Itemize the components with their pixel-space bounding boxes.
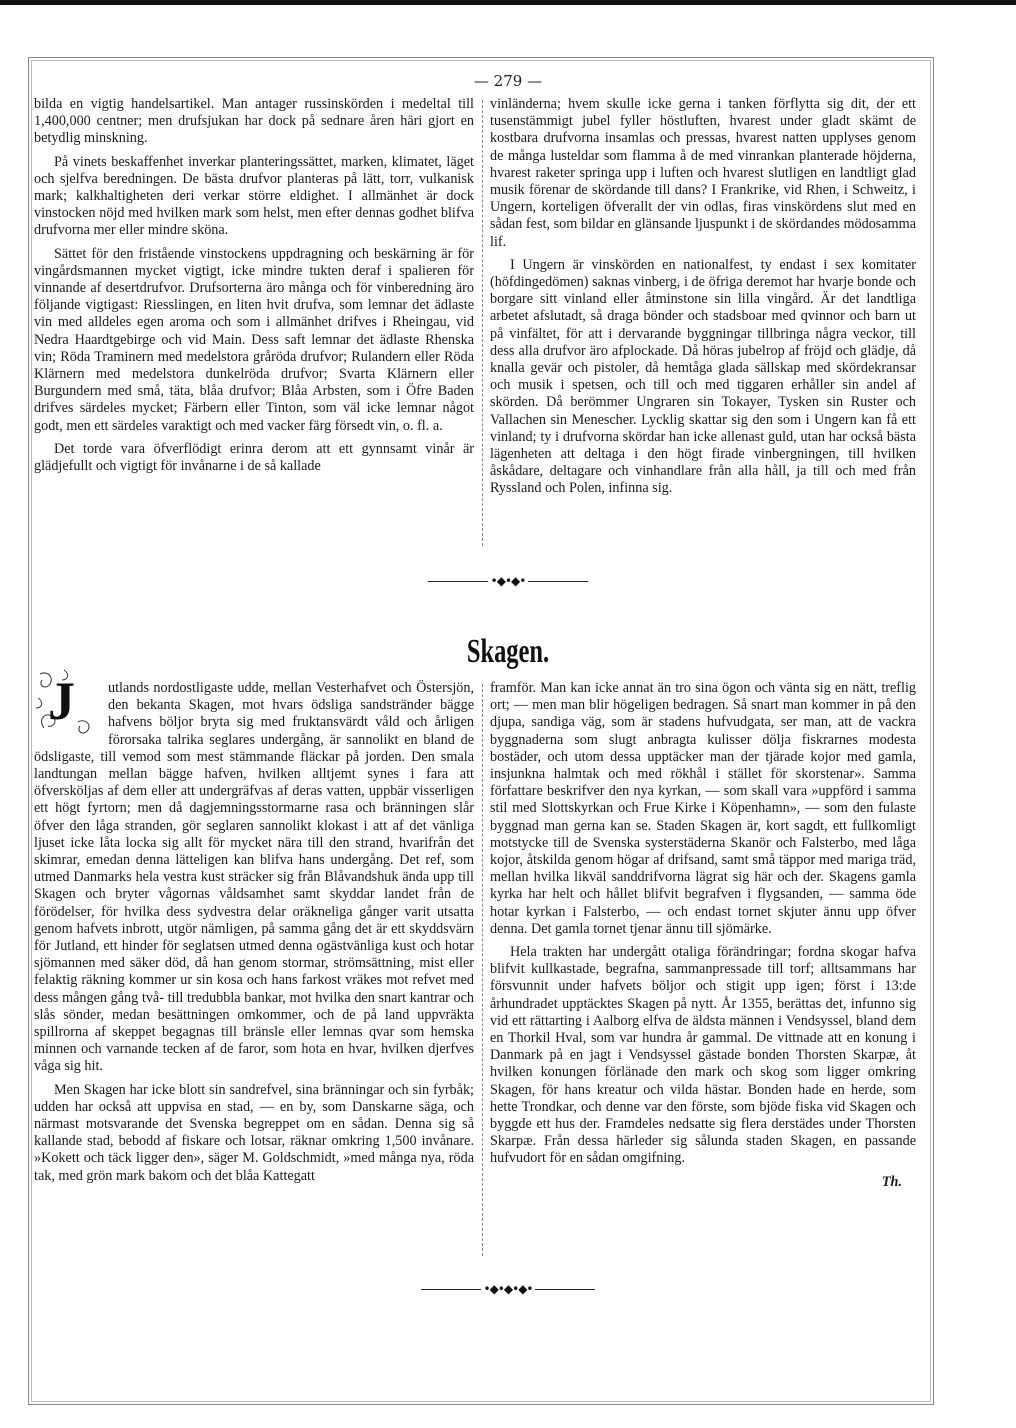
page-number: — 279 —: [473, 72, 543, 90]
top-border: [0, 0, 1016, 5]
ornament-glyphs: •◆•◆•◆•: [483, 1282, 533, 1296]
top-article-right-column: [490, 96, 916, 504]
paragraph: bilda en vigtig handelsartikel. Man antager russinskörden i medeltal till 1,400,000 centner; men drufsjukan har dock på sednare åren häri gjort en betydlig minskning.: [34, 96, 474, 147]
section-ornament: [0, 574, 1016, 588]
paragraph: Hela trakten har undergått otaliga förändringar; fordna skogar hafva blifvit kullkastade, begrafna, sammanpressade till torf; alltsammans har försvunnit under hafvets böljor och stigit upp igen; först i 13:de århundradet upptäcktes Skagen på nytt. År 1355, berättas det, infunno sig vid ett rättarting i Aalborg elfva de äldsta männen i Vendsyssel, bland dem en Thorkil Hval, som var hundra år gammal. De vittnade att en konung i Danmark på en jagt i Vendsyssel gästade bonden Thorsten Skarpæ, åt hvilken konungen förlänade den mark och skog som ligger omkring Skagen, för hans kreatur och vilda hästar. Bonden hade en herde, som hette Trondkar, och denne var den förste, som bjöde fiska vid Skagen och byggde ett hus der. Framdeles nedsatte sig flera derstädes under Thorsten Skarpæ. Från dessa härleder sig sålunda staden Skagen, en passande hufvudort för en sådan omgifning.: [490, 944, 916, 1167]
paragraph: Sättet för den fristående vinstockens uppdragning och beskärning är för vingårdsmannen mycket vigtigt, icke mindre tukten deraf i spalieren för vinnande af desertdrufvor. Drufsorterna äro många och för vinberedning äro följande vigtigast: Riesslingen, en liten hvit drufva, som lemnar det ädlaste vin med alldeles egen aroma och som i allmänhet drifves i Rheingau, vid Nedra Haardtgebirge och vid Main. Dess saft lemnar det ädlaste Rhenska vin; Röda Traminern med medelstora gråröda drufvor; Rulandern eller Röda Klärnern med medelstora dunkelröda drufvor; Svarta Klärnern eller Burgundern med små, täta, blåa drufvor; Blåa Arbsten, som i Öfre Baden drifves särdeles mycket; Färbern eller Tinton, som väl icke lemnar något godt, men ett särdeles varaktigt och med vacker färg försedt vin, o. fl. a.: [34, 245, 474, 434]
paragraph: Men Skagen har icke blott sin sandrefvel, sina bränningar och sin fyrbåk; udden har också att uppvisa en stad, — en by, som Danskarne säga, och närmast motsvarande det Svenska begreppet om en sådan. Denna sig så kallande stad, bebodd af fiskare och lotsar, räknar omkring 1,500 invånare. »Kokett och täck ligger den», säger M. Goldschmidt, »med många nya, röda tak, med grön mark bakom och det blåa Kattegatt: [34, 1081, 474, 1184]
author-signature: Th.: [881, 1173, 902, 1190]
paragraph: vinländerna; hvem skulle icke gerna i tanken förflytta sig dit, der ett tusenstämmigt jubel fyller höstluften, hvarest under gladt skämt de kostbara drufvorna insamlas och pressas, hvarest natten upplyses genom de många lusteldar som flamma å de med vinrankan planterade höjderna, hvarest raketer springa upp i luften och hvarest slutligen en landtligt glad musik förenar de skördande till dans? I Frankrike, vid Rhen, i Schweitz, i Ungern, korteligen öfverallt der vin odlas, firas vinskördens slut med en sådan fest, som bildar en glänsande ljuspunkt i de skördandes mödosamma lif.: [490, 96, 916, 250]
closing-ornament: [0, 1282, 1016, 1296]
column-divider: [482, 100, 483, 546]
ornament-line-left: [421, 1289, 481, 1290]
paragraph: framför. Man kan icke annat än tro sina ögon och vänta sig en nätt, treflig ort; — men man blir högeligen bedragen. Så snart man kommer in på den djupa, sandiga väg, som är stadens hufvudgata, ser man, att de vackra byggnaderna som slugt anbragta kulisser dölja fiskrarnes modesta bostäder, och utom dessa upptäcker man der tjärade kojor med gamla, insjunkna halmtak och med rökhål i stället för skorstenar». Samma författare beskrifver den nya kyrkan, — som skall vara »uppförd i samma stil med Slottskyrkan och Frue Kirke i Köpenhamn», — som den fulaste byggnad man gerna kan se. Staden Skagen är, kort sagdt, ett fullkomligt motstycke till de Svenska systerstäderna Skanör och Falsterbo, med låga kojor, åtskilda genom högar af drifsand, samt små täppor med mariga träd, mellan hvilka likväl sanddrifvorna lägrat sig här och der. Skagens gamla kyrka har helt och hållet blifvit begrafven i flygsanden, — samma öde hotar kyrkan i Falsterbo, — och endast tornet skjuter ännu upp öfver denna. Det gamla tornet tjenar ännu till sjömärke.: [490, 680, 916, 937]
paragraph: I Ungern är vinskörden en nationalfest, ty endast i sex komitater (höfdingedömen) saknas vinberg, i de öfriga deremot har hvarje bonde och borgare sitt vinland eller åtminstone sin lilla vingård. Är det landtliga arbetet afslutadt, så draga bönder och stadsboar med qvinnor och barn ut på vinfältet, för att i dervarande byggningar tillbringa några veckor, till dess alla drufvor äro afplockade. Då höras jubelrop af fröjd och glädje, då knalla gevär och pistoler, då hemtåga glada sällskap med skördekransar och musik i spetsen, och till och med tiggaren erhåller sin andel af skörden. Då berömmer Ungraren sin Tokayer, Tysken sin Ruster och Vallachen sin Menescher. Lycklig skattar sig den som i Ungern kan få ett vinland; ty i drufvorna skördar han icke allenast guld, utan har också bästa lägenheten att deltaga i den högt firade vinbergningen, till hvilken åskådare, deltagare och vinhandlare från alla håll, ja till och med från Ryssland och Polen, infinna sig.: [490, 256, 916, 497]
ornament-line-right: [535, 1289, 595, 1290]
article-title: Skagen.: [466, 633, 550, 670]
ornament-line-right: [528, 581, 588, 582]
drop-cap: J: [48, 671, 75, 731]
paragraph: På vinets beskaffenhet inverkar planteringssättet, marken, klimatet, läget och sjelfva beredningen. De bästa drufvor planteras på lätt, torr, vulkanisk mark; kalkhaltigheten deri verkar större eldighet. I allmänhet är dock vinstocken nöjd med hvilken mark som helst, men efter dennas godhet blifva drufvorna mer eller mindre sköna.: [34, 153, 474, 239]
top-article-left-column: [34, 96, 474, 481]
skagen-left-column: [34, 671, 474, 1191]
paragraph: [34, 671, 474, 1076]
ornament-line-left: [428, 581, 488, 582]
paragraph-text: utlands nordostligaste udde, mellan Vesterhafvet och Östersjön, den bekanta Skagen, mot hvars ödsliga sandstränder bägge hafvens böljor bryta sig med fruktansvärdt våld och årligen förorsaka talrika seglares undergång, är sannolikt en bland de ödsligaste, till vemod som mest stämmande fläckar på jorden. Den smala landtungan mellan bägge hafven, hvilken alltjemt synes i fara att öfversköljas af dem eller att undergräfvas af deras vatten, uppbär visserligen ett högt fyrtorn; men då dagjemningsstormarne rasa och bränningen slår öfver den låga stranden, gör seglaren sannolikt klokast i att af det vänliga ljuset icke låta locka sig allt för mycket nära till den strand, hvarifrån det skimrar, emedan denna lätteligen kan blifva hans undergång. Det ref, som utmed Danmarks hela vestra kust sträcker sig från Blåvandshuk ända upp till Skagen och bryter vågornas våldsamhet samt skyddar landet från de förödelser, för hvilka dess sydvestra delar oräkneliga gånger varit utsatta genom hafvets inbrott, utgör nämligen, på samma gång det är ett skyddsvärn för Jutland, ett hinder för seglatsen utmed denna ogästvänliga kust och hotar sjömannen med säker död, då han genom stormar, strömsättning, mist eller felaktig räkning kommer ur sin kosa och hans farkost vräkes mot refvet med dess mången gång två- till tredubbla bankar, mot hvilka den snart kantrar och slås sönder, medan besättningen omkommer, och de på land uppvräkta spillrorna af skeppet begagnas till bränsle eller lemnas qvar som hemska minnen och varnande tecken af de faror, som hota en hvar, hvilken djerfves våga sig hit.: [34, 680, 474, 1075]
paragraph: Det torde vara öfverflödigt erinra derom att ett gynnsamt vinår är glädjefullt och vigtigt för invånarne i de så kallade: [34, 440, 474, 475]
ornament-glyphs: •◆•◆•: [490, 574, 526, 588]
column-divider: [482, 684, 483, 1256]
decorated-initial: [34, 668, 100, 738]
skagen-right-column: [490, 680, 916, 1197]
